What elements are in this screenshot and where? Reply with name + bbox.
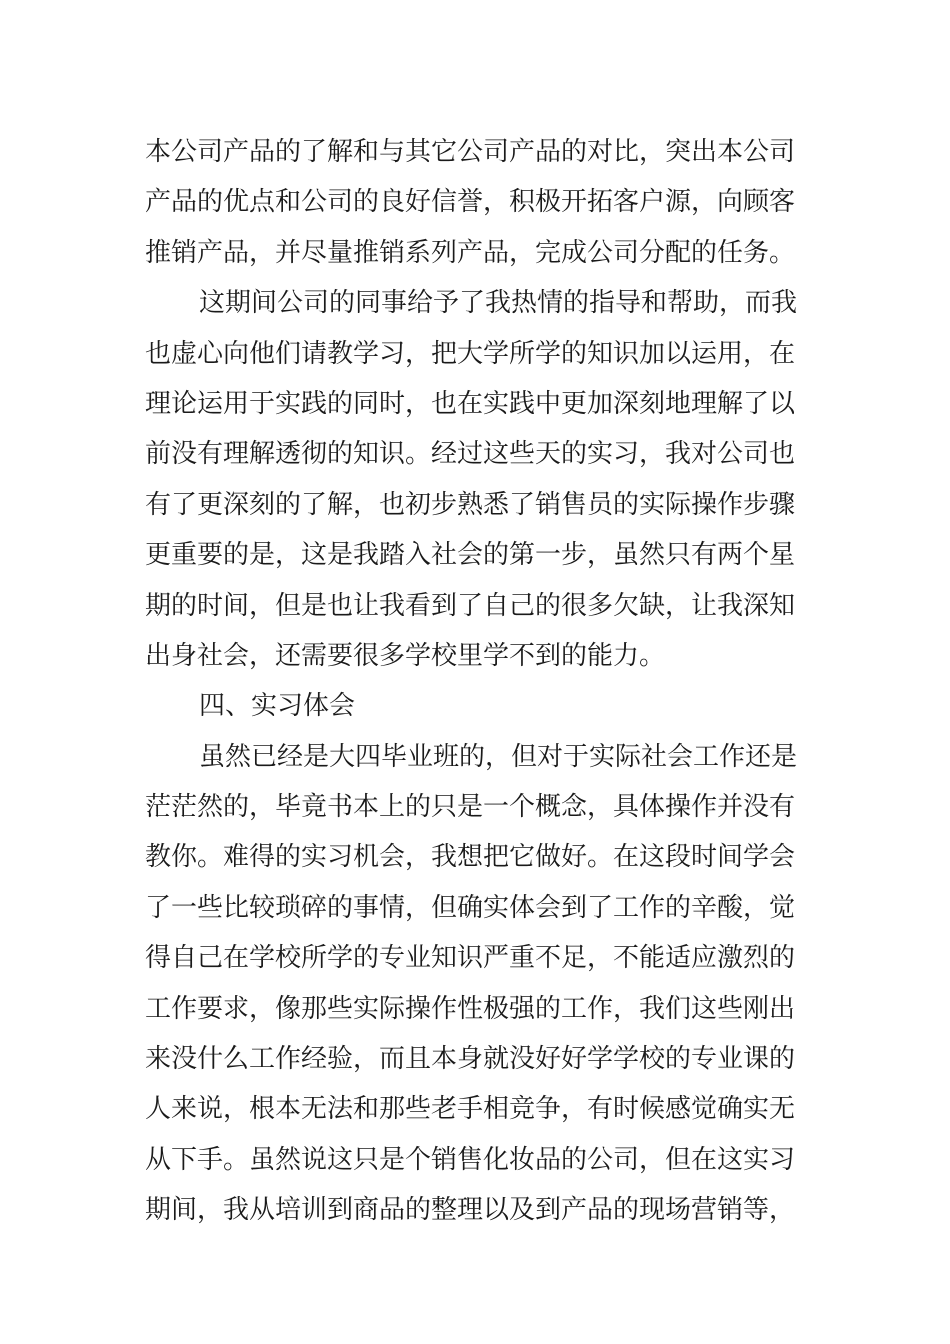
text-line: 产品的优点和公司的良好信誉，积极开拓客户源，向顾客 — [145, 187, 796, 218]
text-line: 教你。难得的实习机会，我想把它做好。在这段时间学会 — [145, 842, 796, 873]
text-line: 理论运用于实践的同时，也在实践中更加深刻地理解了以 — [145, 388, 796, 419]
body-text — [145, 127, 825, 1236]
text-line: 来没什么工作经验，而且本身就没好好学学校的专业课的 — [145, 1044, 796, 1075]
section-heading: 四、实习体会 — [199, 691, 356, 722]
text-line: 了一些比较琐碎的事情，但确实体会到了工作的辛酸，觉 — [145, 892, 796, 923]
paragraph-first-line: 这期间公司的同事给予了我热情的指导和帮助，而我 — [199, 288, 798, 319]
text-line: 推销产品，并尽量推销系列产品，完成公司分配的任务。 — [145, 237, 796, 268]
text-line: 工作要求，像那些实际操作性极强的工作，我们这些刚出 — [145, 993, 796, 1024]
text-line: 期间，我从培训到商品的整理以及到产品的现场营销等， — [145, 1195, 796, 1226]
text-line: 人来说，根本无法和那些老手相竞争，有时候感觉确实无 — [145, 1094, 796, 1125]
text-line: 更重要的是，这是我踏入社会的第一步，虽然只有两个星 — [145, 540, 796, 571]
text-line: 从下手。虽然说这只是个销售化妆品的公司，但在这实习 — [145, 1144, 796, 1175]
text-line: 得自己在学校所学的专业知识严重不足，不能适应激烈的 — [145, 943, 796, 974]
paragraph-first-line: 虽然已经是大四毕业班的，但对于实际社会工作还是 — [199, 741, 798, 772]
text-line: 出身社会，还需要很多学校里学不到的能力。 — [145, 640, 666, 671]
text-line: 本公司产品的了解和与其它公司产品的对比，突出本公司 — [145, 137, 796, 167]
text-line: 也虚心向他们请教学习，把大学所学的知识加以运用，在 — [145, 338, 796, 369]
text-line: 前没有理解透彻的知识。经过这些天的实习，我对公司也 — [145, 439, 796, 470]
text-line: 有了更深刻的了解，也初步熟悉了销售员的实际操作步骤 — [145, 489, 796, 520]
text-line: 期的时间，但是也让我看到了自己的很多欠缺，让我深知 — [145, 590, 796, 621]
text-line: 茫茫然的，毕竟书本上的只是一个概念，具体操作并没有 — [145, 792, 796, 823]
